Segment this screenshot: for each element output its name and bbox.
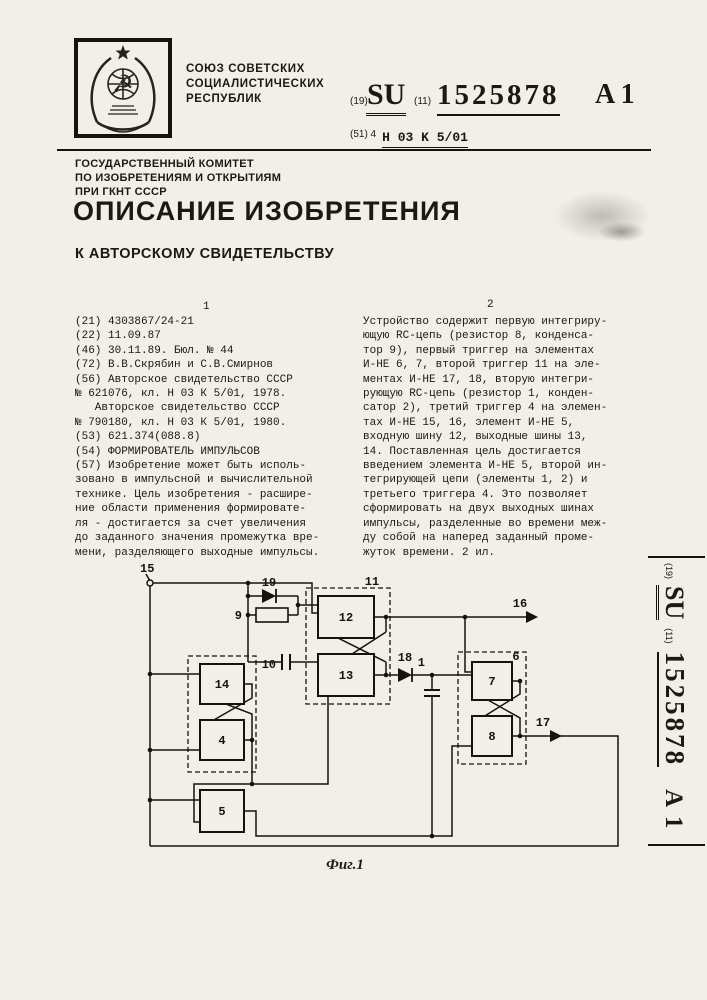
side-inid-19: (19)	[664, 563, 674, 580]
label-gate-13: 13	[338, 669, 354, 683]
circuit-diagram	[136, 558, 646, 856]
side-kind-code: A 1	[660, 789, 687, 831]
label-diode-19: 19	[261, 576, 277, 590]
scan-artifact	[552, 190, 652, 242]
column-number-left: 1	[203, 301, 210, 313]
side-publication-strip	[654, 563, 690, 845]
diode-18-symbol	[398, 668, 412, 682]
label-gate-7: 7	[488, 675, 496, 689]
label-gate-4: 4	[218, 734, 226, 748]
star-icon	[116, 45, 131, 60]
page-title: ОПИСАНИЕ ИЗОБРЕТЕНИЯ	[73, 196, 461, 226]
label-node-1: 1	[417, 656, 425, 670]
label-output-17: 17	[535, 716, 551, 730]
label-gate-5: 5	[218, 805, 226, 819]
scan-artifact	[598, 222, 646, 242]
union-name: СОЮЗ СОВЕТСКИХ СОЦИАЛИСТИЧЕСКИХ РЕСПУБЛИК	[186, 63, 325, 105]
bibliographic-column: (21) 4303867/24-21 (22) 11.09.87 (46) 30.11.89. Бюл. № 44 (72) В.В.Скрябин и С.В.Смирнов (56) Авторское свидетельство СССР № 621076, кл. Н 03 К 5/01, 1978. Авторское свидетельство СССР № 790180, кл. Н 03 К 5/01, 1980. (53) 621.374(088.8) (54) ФОРМИРОВАТЕЛЬ ИМПУЛЬСОВ (57) Изобретение может быть исполь- зовано в импульсной и вычислительной технике. Цель изобретения - расшире- ние области применения формировате- ля - достигается за счет увеличения до заданного значения промежутка вре- мени, разделяющего выходные импульсы.	[75, 316, 320, 559]
kind-code: A 1	[595, 79, 635, 110]
hammer-sickle-icon: ☭	[112, 71, 134, 98]
side-inid-11: (11)	[664, 628, 674, 644]
publication-number: 1525878	[437, 79, 560, 116]
ipc-row	[350, 128, 468, 146]
diode-19-symbol	[262, 589, 276, 603]
label-gate-8: 8	[488, 730, 496, 744]
column-number-right: 2	[487, 299, 494, 311]
inid-code-19: (19)	[350, 96, 368, 107]
committee-name: ГОСУДАРСТВЕННЫЙ КОМИТЕТ ПО ИЗОБРЕТЕНИЯМ И ОТКРЫТИЯМ ПРИ ГКНТ СССР	[75, 158, 282, 198]
page-subtitle: К АВТОРСКОМУ СВИДЕТЕЛЬСТВУ	[75, 246, 335, 262]
resistor-symbol	[256, 608, 288, 622]
ipc-classification: H 03 K 5/01	[382, 130, 468, 148]
header-divider	[57, 149, 651, 151]
side-country-code: SU	[656, 585, 689, 620]
inid-code-51: (51) 4	[350, 129, 377, 140]
label-output-16: 16	[512, 597, 528, 611]
ussr-state-emblem	[74, 38, 172, 138]
capacitor-10-symbol	[282, 654, 290, 670]
arrow-output-16	[526, 611, 538, 623]
label-diode-18: 18	[397, 651, 413, 665]
label-resistor-9: 9	[234, 609, 242, 623]
label-gate-14: 14	[214, 678, 230, 692]
side-divider-top	[648, 556, 705, 558]
label-trigger-11: 11	[364, 575, 380, 589]
country-code: SU	[366, 78, 406, 116]
figure-caption: Фиг.1	[326, 857, 364, 873]
arrow-output-17	[550, 730, 562, 742]
inid-code-11: (11)	[414, 96, 432, 107]
input-terminal	[147, 580, 153, 586]
label-trigger-6: 6	[512, 650, 520, 664]
label-capacitor-10: 10	[261, 658, 276, 672]
side-publication-number: 1525878	[657, 652, 690, 768]
emblem-graphic	[78, 42, 168, 134]
capacitor-2-symbol	[424, 690, 440, 696]
abstract-column: Устройство содержит первую интегриру- ющую RC-цепь (резистор 8, конденса- тор 9), первый триггер на элементах И-НЕ 6, 7, второй триггер 11 на эле- ментах И-НЕ 17, 18, вторую интегри- рующую RC-цепь (резистор 1, конден- сатор 2), третий триггер 4 на элемен- тах И-НЕ 15, 16, элемент И-НЕ 5, входную шину 12, выходные шины 13, 14. Поставленная цель достигается введением элемента И-НЕ 5, второй ин- тегрирующей цепи (элементы 1, 2) и третьего триггера 4. Это позволяет сформировать на двух выходных шинах импульсы, разделенные во времени меж- ду собой на наперед заданный проме- жуток времени. 2 ил.	[363, 316, 608, 559]
label-gate-12: 12	[338, 611, 354, 625]
label-input-15: 15	[140, 562, 155, 576]
